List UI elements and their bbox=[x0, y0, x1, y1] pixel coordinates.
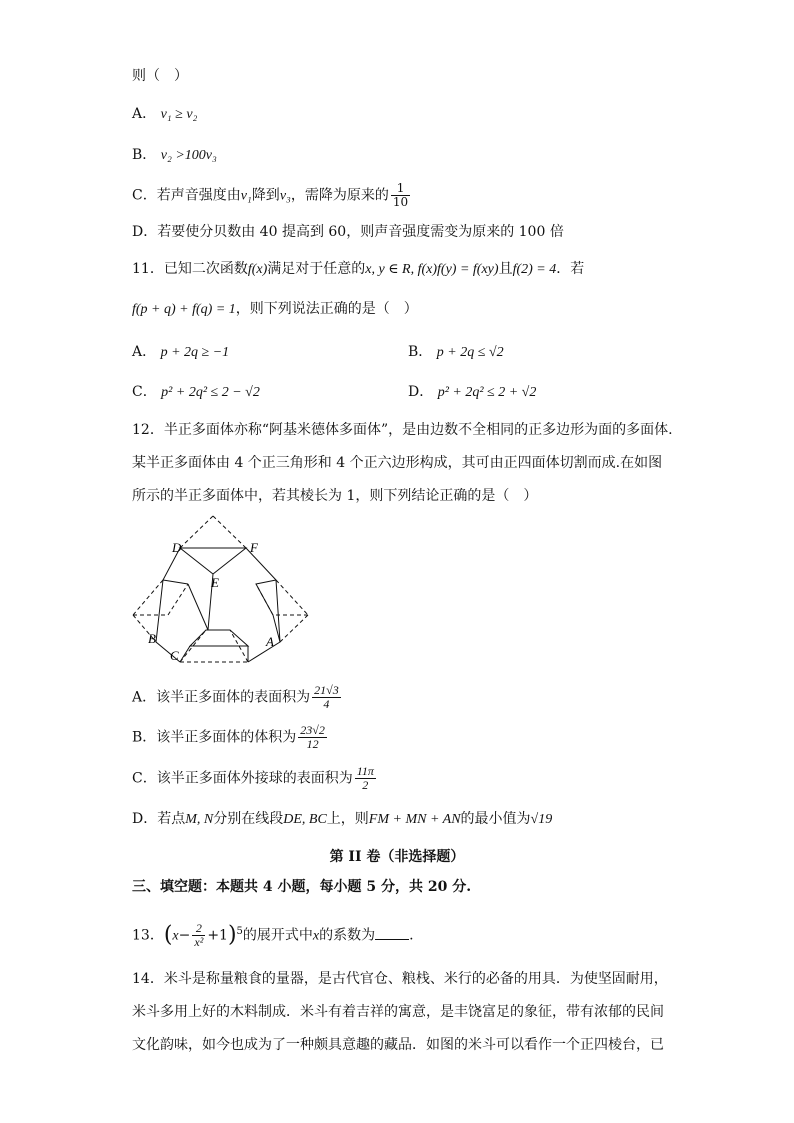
q11-option-a bbox=[132, 342, 229, 363]
fraction bbox=[312, 684, 341, 711]
option-text: C．该半正多面体外接球的表面积为 bbox=[132, 770, 353, 787]
math: f(2) = 4 bbox=[512, 262, 557, 277]
label-e: E bbox=[211, 575, 219, 590]
math: − bbox=[178, 927, 191, 944]
q14-line1: 14．米斗是称量粮食的量器，是古代官仓、粮栈、米行的必备的用具．为使坚固耐用， bbox=[132, 971, 668, 987]
solid-edges bbox=[156, 548, 280, 662]
text: ，则下列说法正确的是（ ） bbox=[235, 301, 418, 317]
label-d: D bbox=[172, 540, 182, 555]
option-math: p² + 2q² ≤ 2 − √2 bbox=[161, 385, 260, 400]
q10-option-c bbox=[132, 182, 412, 209]
question-number: 13． bbox=[132, 927, 164, 944]
right-paren: ) bbox=[227, 922, 237, 948]
math: √19 bbox=[530, 812, 553, 827]
numerator: 1 bbox=[391, 182, 410, 196]
option-text: 上，则 bbox=[326, 811, 369, 827]
option-label: D． bbox=[408, 384, 434, 400]
q13 bbox=[132, 922, 414, 949]
answer-blank[interactable] bbox=[375, 927, 409, 940]
q14-line3: 文化韵味，如今也成为了一种颇具意趣的藏品．如图的米斗可以看作一个正四棱台，已 bbox=[132, 1037, 664, 1053]
exponent: 5 bbox=[236, 926, 243, 937]
q10-option-b bbox=[132, 145, 217, 166]
q10-option-a bbox=[132, 104, 197, 125]
denominator: 12 bbox=[306, 737, 319, 751]
q12-stem-line2: 某半正多面体由 4 个正三角形和 4 个正六边形构成，其可由正四面体切割而成.在如图 bbox=[132, 455, 663, 471]
q10-option-d: D．若要使分贝数由 40 提高到 60，则声音强度需变为原来的 100 倍 bbox=[132, 224, 564, 240]
section-title: 第 II 卷（非选择题） bbox=[329, 849, 465, 865]
math: FM + MN + AN bbox=[368, 812, 461, 827]
option-text: C．若声音强度由 bbox=[132, 187, 241, 204]
q12-stem-line3: 所示的半正多面体中，若其棱长为 1，则下列结论正确的是（ ） bbox=[132, 488, 538, 504]
math: DE, BC bbox=[283, 812, 327, 827]
numerator: 21√3 bbox=[314, 683, 339, 697]
numerator: 11π bbox=[356, 764, 374, 778]
fraction bbox=[391, 182, 410, 209]
q14-line2: 米斗多用上好的木料制成．米斗有着吉祥的寓意，是丰饶富足的象征，带有浓郁的民间 bbox=[132, 1004, 664, 1020]
option-math: p² + 2q² ≤ 2 + √2 bbox=[437, 385, 537, 400]
q11-option-c bbox=[132, 382, 260, 403]
math: f(p + q) + f(q) = 1 bbox=[132, 302, 236, 317]
q11-stem-line2 bbox=[132, 299, 418, 320]
option-math: v₁ bbox=[240, 188, 252, 204]
math: f(x) bbox=[247, 262, 268, 277]
option-math: v₃ bbox=[279, 188, 291, 204]
text: 满足对于任意的 bbox=[267, 261, 366, 277]
q12-option-a bbox=[132, 684, 343, 711]
text: 11．已知二次函数 bbox=[132, 261, 248, 277]
option-label: C． bbox=[132, 384, 157, 400]
q11-option-d bbox=[408, 382, 536, 403]
denominator: 4 bbox=[323, 697, 330, 711]
label-a: A bbox=[266, 634, 274, 649]
fraction bbox=[355, 765, 376, 792]
denominator: 10 bbox=[392, 195, 409, 209]
denominator: 2 bbox=[362, 778, 369, 792]
text: 的展开式中 bbox=[242, 927, 313, 944]
option-text: B．该半正多面体的体积为 bbox=[132, 729, 297, 746]
option-label: A． bbox=[132, 344, 157, 360]
text: 且 bbox=[498, 261, 513, 277]
option-math: p + 2q ≥ −1 bbox=[160, 345, 230, 360]
option-text: ，需降为原来的 bbox=[290, 187, 389, 204]
text: . bbox=[409, 927, 414, 944]
option-text: 降到 bbox=[251, 187, 280, 204]
q12-stem-line1: 12．半正多面体亦称“阿基米德体多面体”，是由边数不全相同的正多边形为面的多面体. bbox=[132, 422, 673, 438]
option-math: v₁ ≥ v₂ bbox=[160, 107, 198, 122]
q11-stem-line1 bbox=[132, 259, 584, 280]
left-paren: ( bbox=[163, 922, 173, 948]
option-text: D．若点 bbox=[132, 811, 186, 827]
option-text: A．该半正多面体的表面积为 bbox=[132, 689, 311, 706]
math: , f(x)f(y) = f(xy) bbox=[410, 262, 499, 277]
text: 的系数为 bbox=[319, 927, 376, 944]
option-math: v₂ >100v₃ bbox=[160, 148, 217, 163]
fraction bbox=[298, 724, 327, 751]
text: ．若 bbox=[556, 261, 585, 277]
q12-option-c bbox=[132, 765, 378, 792]
label-f: F bbox=[250, 540, 258, 555]
numerator: 2 bbox=[192, 922, 205, 936]
section-heading: 三、填空题：本题共 4 小题，每小题 5 分，共 20 分. bbox=[132, 879, 472, 895]
option-math: p + 2q ≤ √2 bbox=[436, 345, 504, 360]
q11-option-b bbox=[408, 342, 504, 363]
math: x bbox=[312, 928, 320, 944]
option-text: 分别在线段 bbox=[213, 811, 284, 827]
option-label: A． bbox=[132, 106, 157, 122]
polyhedron-figure bbox=[128, 512, 313, 670]
label-c: C bbox=[170, 648, 179, 663]
fraction bbox=[192, 922, 205, 949]
q12-option-b bbox=[132, 724, 329, 751]
math: M, N bbox=[185, 812, 214, 827]
dashed-edges bbox=[133, 516, 308, 662]
option-text: 的最小值为 bbox=[460, 811, 531, 827]
denominator: x² bbox=[194, 935, 204, 950]
numerator: 23√2 bbox=[300, 723, 325, 737]
option-label: B． bbox=[408, 344, 433, 360]
math: x, y ∈ R bbox=[365, 262, 411, 277]
q10-stem-end: 则（ ） bbox=[132, 68, 188, 84]
math: +1 bbox=[207, 927, 228, 944]
math: x bbox=[172, 928, 179, 944]
option-label: B． bbox=[132, 147, 157, 163]
q12-option-d bbox=[132, 809, 552, 830]
label-b: B bbox=[148, 631, 156, 646]
